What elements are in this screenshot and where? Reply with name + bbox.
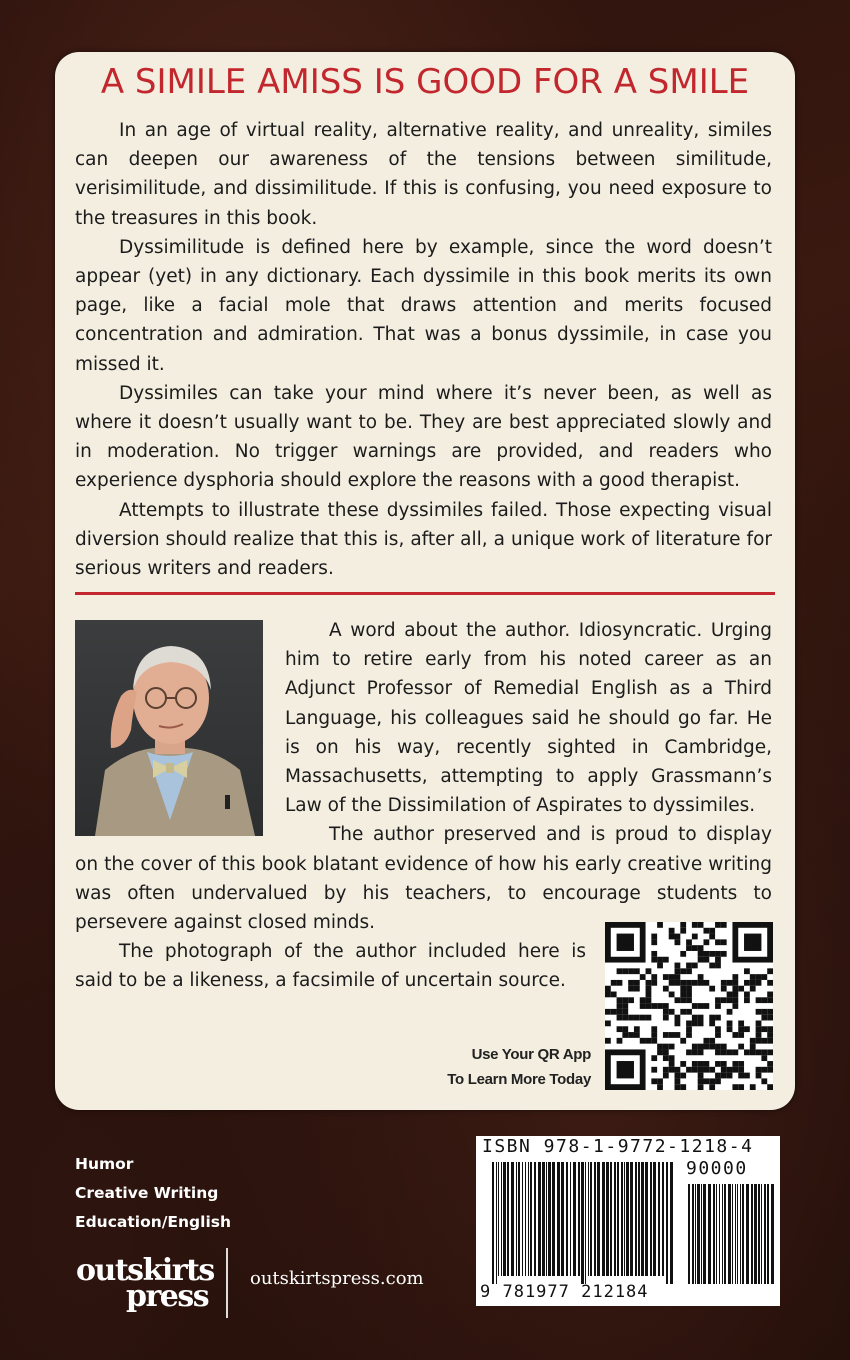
cover-headline: A SIMILE AMISS IS GOOD FOR A SMILE [100, 62, 750, 102]
category-item: Creative Writing [75, 1184, 219, 1202]
blurb-paragraph: In an age of virtual reality, alternative reality, and unreality, similes can deepen our awareness of the tensions between similitude, verisimilitude, and dissimilitude. If this is confusing, you need exposure to the treasures in this book. [75, 120, 772, 229]
barcode-digits: 9 781977 212184 [480, 1282, 649, 1302]
category-item: Education/English [75, 1213, 232, 1231]
logo-word: outskirts [76, 1253, 214, 1288]
qr-caption-line: To Learn More Today [447, 1071, 591, 1088]
logo-divider [226, 1248, 228, 1318]
qr-caption-line: Use Your QR App [471, 1046, 591, 1063]
blurb-text [75, 116, 772, 583]
blurb-paragraph: Dyssimilitude is defined here by example, since the word doesn’t appear (yet) in any dictionary. Each dyssimile in this book merits its own page, like a facial mole that draws attention and merits focused concentration and admiration. That was a bonus dyssimile, in case you missed it. [75, 236, 772, 375]
author-paragraph: The author preserved and is proud to display on the cover of this book blatant evidence of how his early creative writing was often undervalued by his teachers, to encourage students to persevere against closed minds. [75, 824, 772, 934]
category-item: Humor [75, 1155, 134, 1173]
author-paragraph: The photograph of the author included here is said to be a likeness, a facsimile of uncertain source. [75, 941, 586, 992]
qr-caption [415, 1042, 591, 1092]
publisher-url[interactable]: outskirtspress.com [250, 1268, 424, 1289]
section-divider [75, 592, 775, 595]
back-cover-panel [55, 52, 795, 1110]
publisher-logo [76, 1254, 216, 1320]
qr-code[interactable] [605, 922, 773, 1090]
author-paragraph: A word about the author. Idiosyncratic. Urging him to retire early from his noted career as an Adjunct Professor of Remedial English as a Third Language, his colleagues said he should go far. He is on his way, recently sighted in Cambridge, Massachusetts, attempting to apply Grassmann’s Law of the Dissimilation of Aspirates to dyssimiles. [285, 620, 772, 817]
price-code: 90000 [686, 1158, 748, 1179]
logo-word: press [126, 1279, 209, 1314]
isbn-barcode [476, 1136, 780, 1306]
category-list [75, 1150, 231, 1237]
isbn-number: ISBN 978-1-9772-1218-4 [482, 1136, 754, 1157]
blurb-paragraph: Dyssimiles can take your mind where it’s never been, as well as where it doesn’t usually want to be. They are best appreciated slowly and in moderation. No trigger warnings are provided, and readers who experience dysphoria should explore the reasons with a good therapist. [75, 382, 772, 492]
blurb-paragraph: Attempts to illustrate these dyssimiles failed. Those expecting visual diversion should realize that this is, after all, a unique work of literature for serious writers and readers. [75, 499, 772, 580]
